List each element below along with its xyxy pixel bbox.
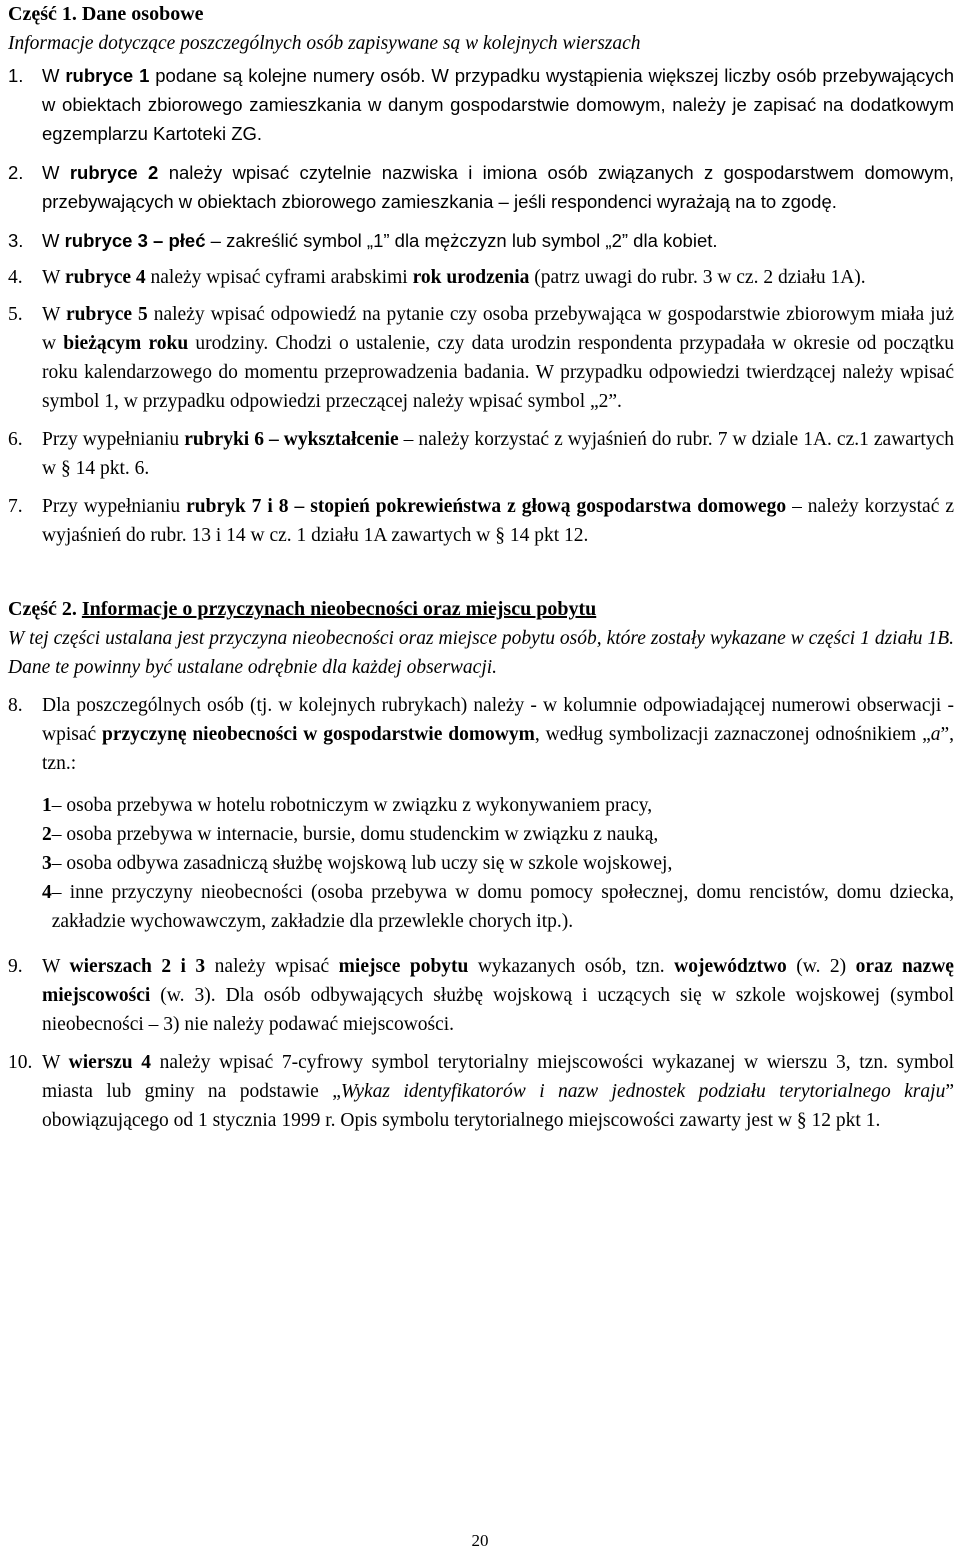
emphasis-text: wierszach 2 i 3 [69, 956, 206, 977]
text-run: – należy korzystać z wyjaśnień do rubr. 13 i 14 w cz. 1 działu 1A zawartych w § 14 pkt 12. [42, 496, 954, 546]
text-run: Przy wypełnianiu [42, 496, 187, 517]
item-text [42, 61, 954, 148]
absence-code-item [8, 820, 954, 849]
text-run: należy wpisać 7-cyfrowy symbol terytorialny miejscowości wykazanej w wierszu 3, tzn. symbol miasta lub gminy na podstawie „ [42, 1052, 954, 1102]
absence-code-text: – inne przyczyny nieobecności (osoba przebywa w domu pomocy społecznej, domu rencistów, domu dziecka, zakładzie wychowawczym, zakładzie dla przewlekle chorych itp.). [51, 882, 954, 932]
item-text [42, 425, 954, 483]
text-run: wykazanych osób, tzn. [468, 956, 675, 977]
text-run: W [42, 267, 65, 288]
text-run: W [42, 1052, 69, 1073]
absence-code-item [8, 849, 954, 878]
item-number: 5. [8, 304, 23, 325]
emphasis-text: oraz nazwę miejscowości [42, 956, 954, 1006]
emphasis-text: wierszu 4 [68, 1052, 151, 1073]
item-text [42, 952, 954, 1039]
text-run: W [42, 304, 67, 325]
italic-text: Wykaz identyfikatorów i nazw jednostek podziału terytorialnego kraju [340, 1081, 946, 1102]
emphasis-text: rubryce 2 [69, 162, 159, 183]
item-text [42, 158, 954, 216]
list-item [8, 61, 954, 148]
item-number: 1. [8, 65, 24, 86]
item-number: 2. [8, 162, 24, 183]
text-run: W [42, 65, 66, 86]
item-number: 8. [8, 695, 23, 716]
absence-code-item [8, 791, 954, 820]
emphasis-text: rok urodzenia [412, 267, 530, 288]
absence-code-text: – osoba przebywa w internacie, bursie, domu studenckim w związku z nauką, [51, 824, 659, 845]
absence-codes-list [8, 791, 954, 936]
text-run: – należy korzystać z wyjaśnień do rubr. 7 w dziale 1A. cz.1 zawartych w § 14 pkt. 6. [42, 429, 955, 479]
italic-text: a [930, 724, 941, 745]
emphasis-text: rubryki 6 – wykształcenie [184, 429, 399, 450]
text-run: Przy wypełnianiu [42, 429, 185, 450]
item-text [42, 691, 954, 778]
emphasis-text: rubryce 3 – płeć [64, 230, 206, 251]
part2-intro: W tej części ustalana jest przyczyna nieobecności oraz miejsce pobytu osób, które zostały wykazane w części 1 działu 1B. Dane te powinny być ustalane odrębnie dla każdej obserwacji. [8, 628, 954, 678]
document-page [8, 0, 954, 1135]
absence-code: 4 [42, 882, 52, 903]
text-run: podane są kolejne numery osób. W przypadku wystąpienia większej liczby osób przebywających w obiektach zbiorowego zamieszkania w danym gospodarstwie domowym, należy je zapisać na dodatkowym egzemplarzu Kartoteki ZG. [42, 65, 955, 144]
part2-heading [8, 595, 954, 624]
emphasis-text: bieżącym roku [63, 333, 189, 354]
list-item [8, 158, 954, 216]
text-run: należy wpisać odpowiedź na pytanie czy osoba przebywająca w gospodarstwie zbiorowym miała już w [42, 304, 954, 354]
emphasis-text: rubryce 1 [65, 65, 150, 86]
emphasis-text: województwo [674, 956, 787, 977]
part2-heading-title: Informacje o przyczynach nieobecności oraz miejscu pobytu [81, 598, 597, 620]
list-item [8, 1048, 954, 1135]
part1-intro: Informacje dotyczące poszczególnych osób zapisywane są w kolejnych wierszach [8, 33, 641, 54]
absence-code: 2 [42, 824, 52, 845]
item-text [42, 226, 954, 255]
text-run: (w. 3). Dla osób odbywających służbę wojskową i uczących się w szkole wojskowej (symbol nieobecności – 3) nie należy podawać miejscowości. [42, 985, 954, 1035]
item-number: 10. [8, 1052, 33, 1073]
part2-heading-prefix: Część 2. [8, 598, 77, 620]
part1-list [8, 61, 954, 550]
item-number: 6. [8, 429, 23, 450]
emphasis-text: rubryce 5 [66, 304, 148, 325]
absence-code-text: – osoba przebywa w hotelu robotniczym w związku z wykonywaniem pracy, [51, 795, 653, 816]
text-run: ” obowiązującego od 1 stycznia 1999 r. Opis symbolu terytorialnego miejscowości zawarty jest w § 12 pkt 1. [42, 1081, 954, 1131]
list-item [8, 226, 954, 255]
item-number: 9. [8, 956, 23, 977]
absence-code: 3 [42, 853, 52, 874]
item-text [42, 1048, 954, 1135]
item-number: 3. [8, 230, 24, 251]
text-run: należy wpisać czytelnie nazwiska i imiona osób związanych z gospodarstwem domowym, przebywających w obiektach zbiorowego zamieszkania – jeśli respondenci wyrażają na to zgodę. [42, 162, 954, 212]
text-run: urodziny. Chodzi o ustalenie, czy data urodzin respondenta przypadała w okresie od początku roku kalendarzowego do momentu przeprowadzenia badania. W przypadku odpowiedzi twierdzącej należy wpisać symbol 1, w przypadku odpowiedzi przeczącej należy wpisać symbol „2”. [42, 333, 954, 412]
text-run: (w. 2) [786, 956, 856, 977]
text-run: – zakreślić symbol „1” dla mężczyzn lub symbol „2” dla kobiet. [205, 230, 718, 251]
text-run: należy wpisać [205, 956, 339, 977]
list-item [8, 263, 954, 292]
list-item [8, 952, 954, 1039]
list-item [8, 492, 954, 550]
absence-code: 1 [42, 795, 52, 816]
part1-heading: Część 1. Dane osobowe [8, 3, 204, 25]
text-run: W [42, 230, 65, 251]
item-number: 7. [8, 496, 23, 517]
item-text [42, 300, 954, 416]
text-run: (patrz uwagi do rubr. 3 w cz. 2 działu 1A). [529, 267, 866, 288]
text-run: ”, tzn.: [42, 724, 955, 774]
page-number: 20 [471, 1531, 489, 1550]
emphasis-text: rubryk 7 i 8 – stopień pokrewieństwa z głową gospodarstwa domowego [186, 496, 787, 517]
emphasis-text: przyczynę nieobecności w gospodarstwie domowym [102, 724, 535, 745]
text-run: , według symbolizacji zaznaczonej odnośnikiem „ [534, 724, 931, 745]
text-run: Dla poszczególnych osób (tj. w kolejnych rubrykach) należy - w kolumnie odpowiadającej numerowi obserwacji - wpisać [42, 695, 954, 745]
list-item [8, 425, 954, 483]
absence-code-text: – osoba odbywa zasadniczą służbę wojskową lub uczy się w szkole wojskowej, [51, 853, 673, 874]
text-run: W [42, 956, 70, 977]
text-run: należy wpisać cyframi arabskimi [145, 267, 413, 288]
item-number: 4. [8, 267, 23, 288]
item-text [42, 263, 954, 292]
list-item [8, 300, 954, 416]
item-text [42, 492, 954, 550]
emphasis-text: rubryce 4 [64, 267, 146, 288]
text-run: W [42, 162, 70, 183]
emphasis-text: miejsce pobytu [338, 956, 469, 977]
list-item [8, 691, 954, 778]
absence-code-item [8, 878, 954, 936]
